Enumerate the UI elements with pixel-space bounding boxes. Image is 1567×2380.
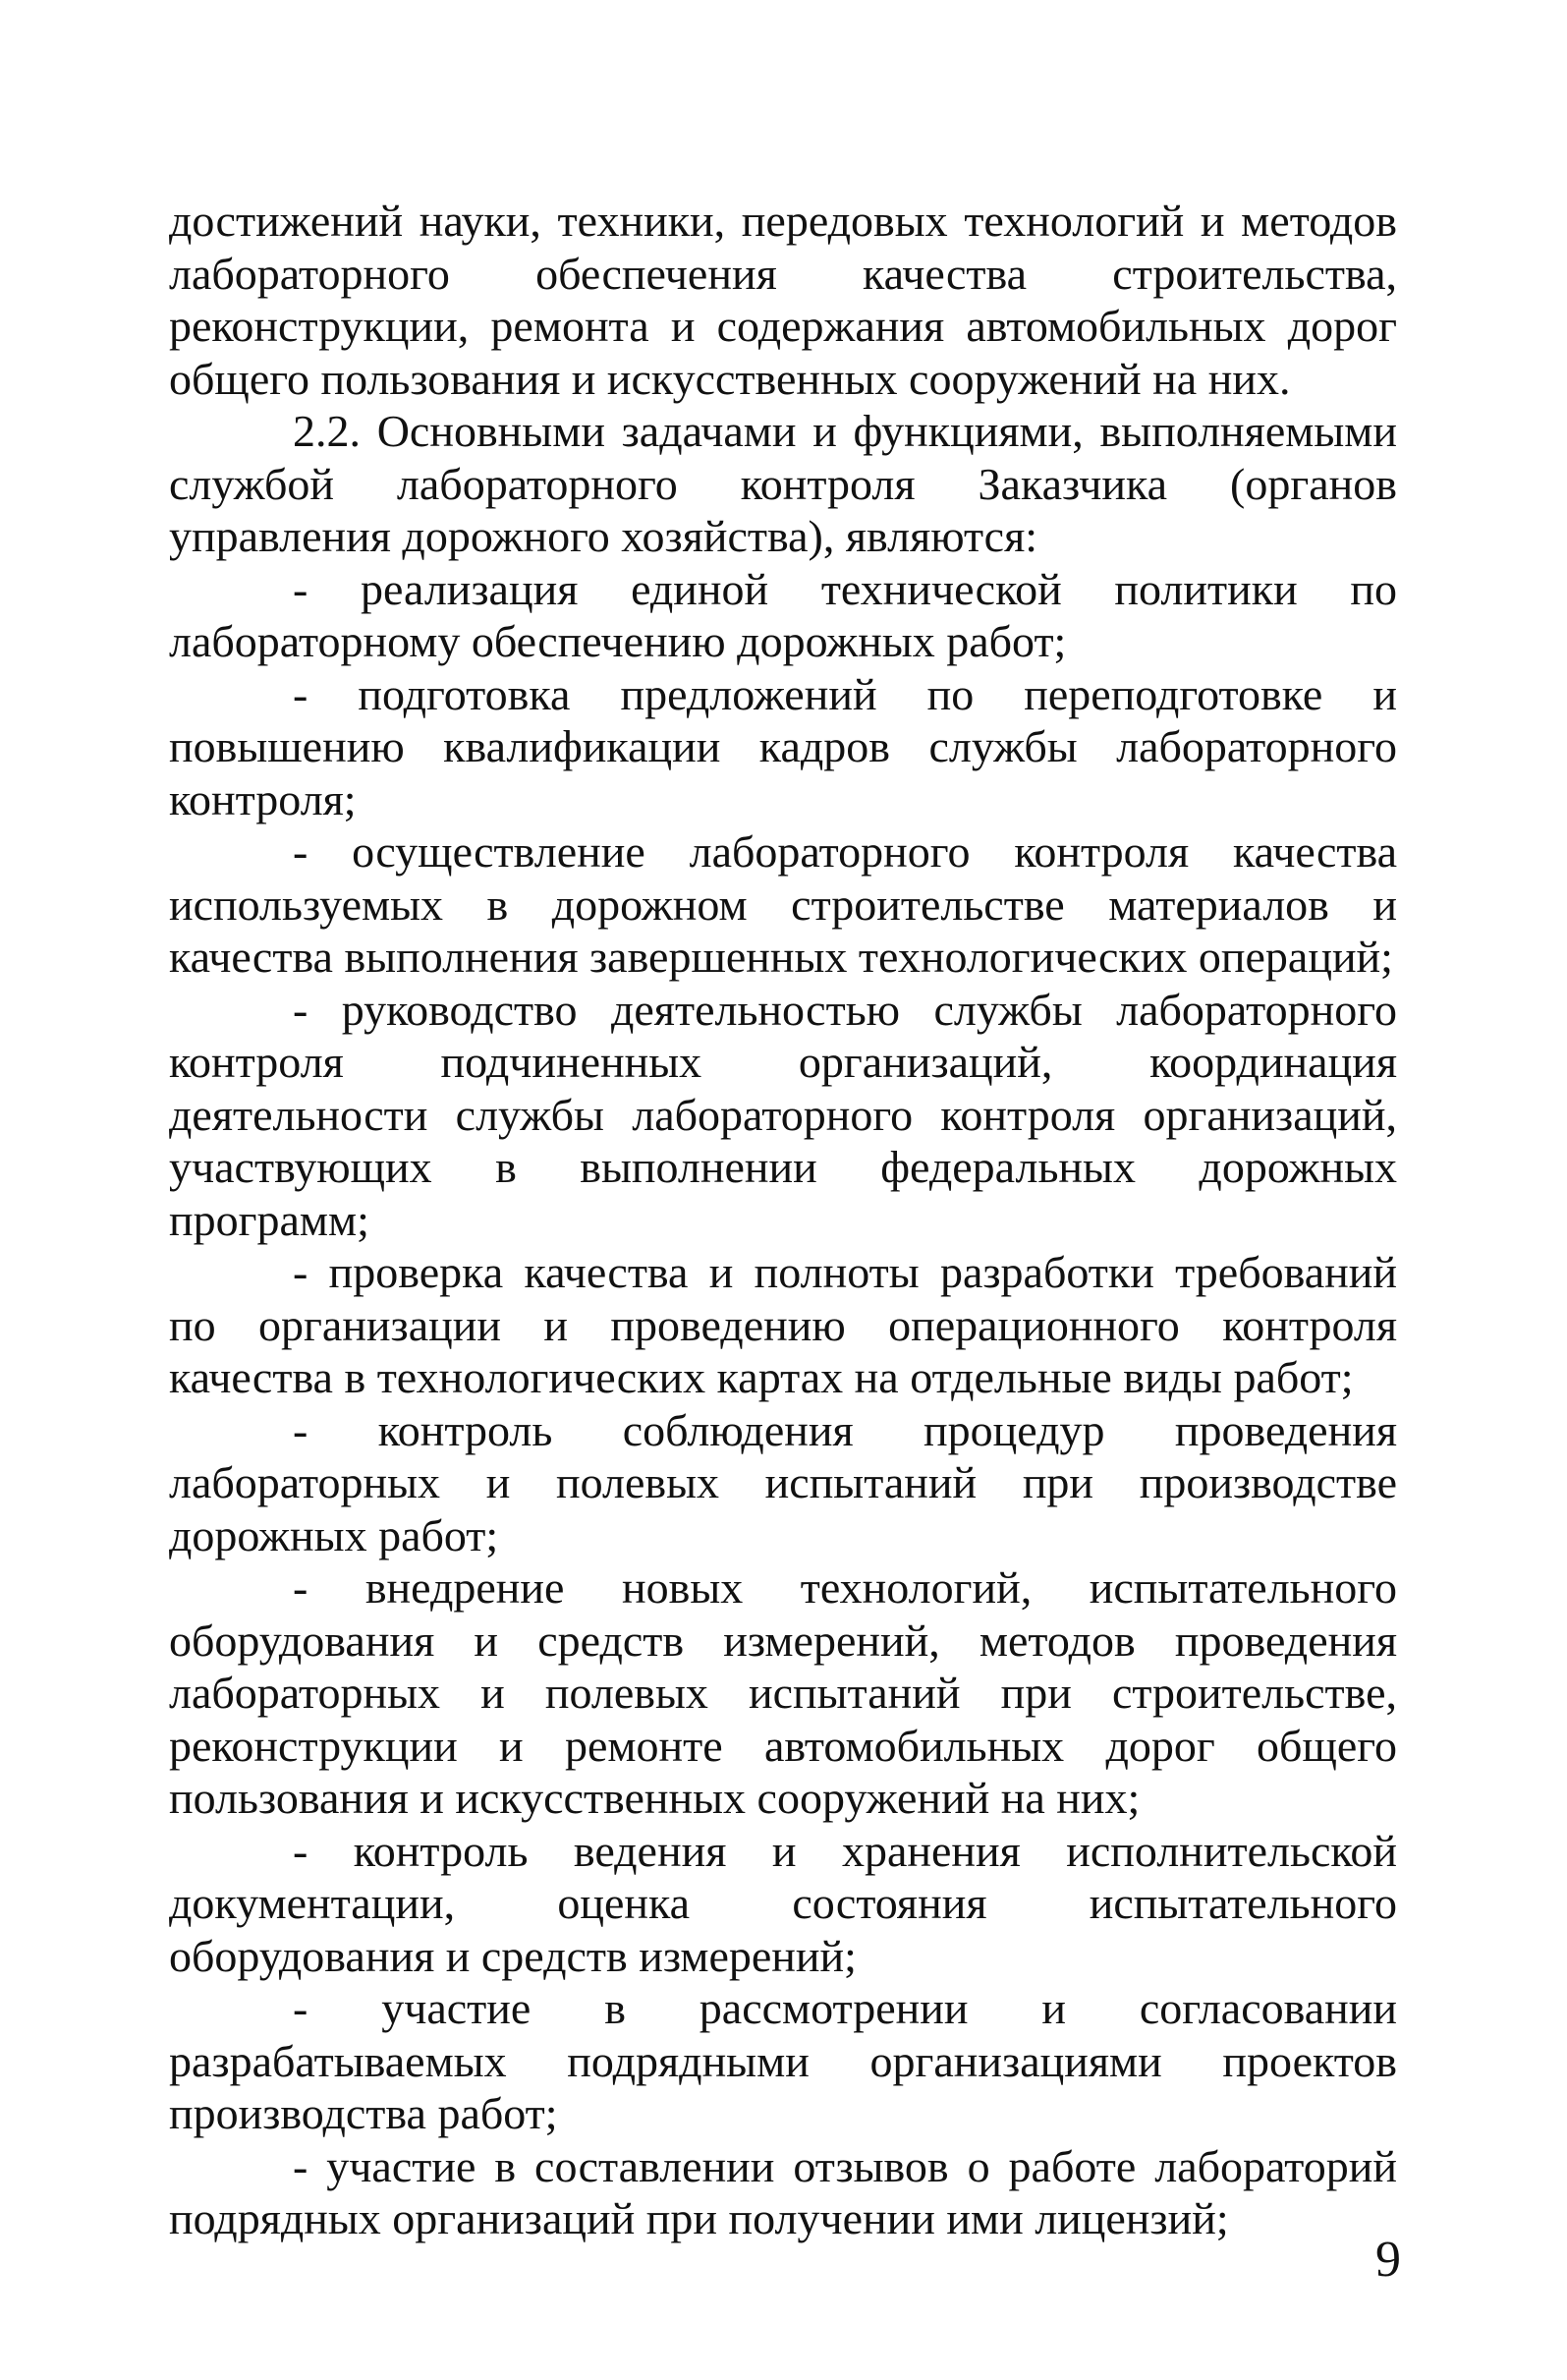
- body-text: [169, 195, 1397, 2245]
- list-item: - подготовка предложений по переподготовке и повышению квалификации кадров службы лабораторного контроля;: [169, 668, 1397, 824]
- section-paragraph-2-2: 2.2. Основными задачами и функциями, выполняемыми службой лабораторного контроля Заказчика (органов управления дорожного хозяйства), являются:: [169, 406, 1397, 561]
- list-item: - проверка качества и полноты разработки требований по организации и проведению операционного контроля качества в технологических картах на отдельные виды работ;: [169, 1247, 1397, 1402]
- list-item: - осуществление лабораторного контроля качества используемых в дорожном строительстве материалов и качества выполнения завершенных технологических операций;: [169, 826, 1397, 982]
- list-item: - реализация единой технической политики по лабораторному обеспечению дорожных работ;: [169, 563, 1397, 666]
- list-item: - участие в рассмотрении и согласовании разрабатываемых подрядными организациями проектов производства работ;: [169, 1983, 1397, 2138]
- list-item: - контроль соблюдения процедур проведения лабораторных и полевых испытаний при производстве дорожных работ;: [169, 1404, 1397, 1560]
- list-item: - участие в составлении отзывов о работе лабораторий подрядных организаций при получении ими лицензий;: [169, 2140, 1397, 2243]
- list-item: - внедрение новых технологий, испытательного оборудования и средств измерений, методов проведения лабораторных и полевых испытаний при строительстве, реконструкции и ремонте автомобильных дорог общего пользования и искусственных сооружений на них;: [169, 1562, 1397, 1823]
- list-item: - контроль ведения и хранения исполнительской документации, оценка состояния испытательного оборудования и средств измерений;: [169, 1825, 1397, 1981]
- opening-paragraph: достижений науки, техники, передовых технологий и методов лабораторного обеспечения качества строительства, реконструкции, ремонта и содержания автомобильных дорог общего пользования и искусственных сооружений на них.: [169, 196, 1397, 404]
- list-item: - руководство деятельностью службы лабораторного контроля подчиненных организаций, координация деятельности службы лабораторного контроля организаций, участвующих в выполнении федеральных дорожных программ;: [169, 984, 1397, 1245]
- page-number: 9: [1375, 2232, 1401, 2288]
